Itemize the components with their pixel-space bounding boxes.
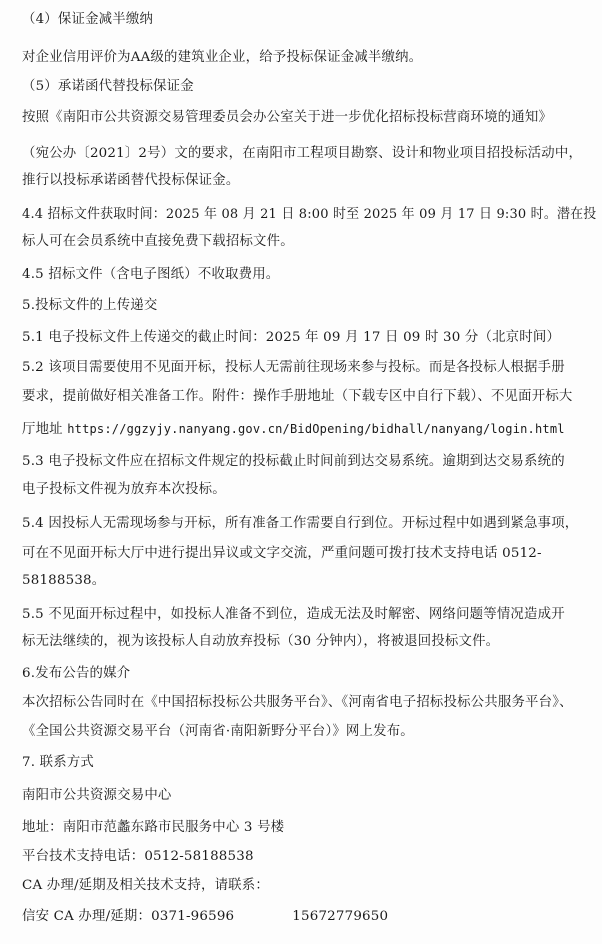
hall-url-link[interactable]: https://ggzyjy.nanyang.gov.cn/BidOpening/bidhall/nanyang/login.html [67,422,565,436]
ca-phone-primary: 信安 CA 办理/延期：0371-96596 [22,909,235,924]
section-heading-deposit-halved: （4）保证金减半缴纳 [22,12,154,27]
paragraph-line: 4.4 招标文件获取时间：2025 年 08 月 21 日 8:00 时至 2025 年 09 月 17 日 9:30 时。潜在投 [22,207,597,222]
contact-ca-note: CA 办理/延期及相关技术支持，请联系： [22,878,269,893]
paragraph-line: 4.5 招标文件（含电子图纸）不收取费用。 [22,267,280,282]
paragraph-line: 按照《南阳市公共资源交易管理委员会办公室关于进一步优化招标投标营商环境的通知》 [22,110,553,125]
paragraph-line: 推行以投标承诺函替代投标保证金。 [22,173,240,188]
paragraph-line: 《全国公共资源交易平台（河南省·南阳新野分平台）》网上发布。 [22,724,414,739]
contact-address: 地址：南阳市范蠡东路市民服务中心 3 号楼 [22,820,285,835]
section-heading-media: 6.发布公告的媒介 [22,666,131,681]
contact-support-phone: 平台技术支持电话：0512-58188538 [22,849,254,864]
paragraph-line: 对企业信用评价为AA级的建筑业企业，给予投标保证金减半缴纳。 [22,50,423,65]
paragraph-line: 5.3 电子投标文件应在招标文件规定的投标截止时间前到达交易系统。逾期到达交易系统的 [22,454,565,469]
hall-address-label: 厅地址 [22,422,68,437]
paragraph-line-with-url [22,419,565,440]
paragraph-line: 电子投标文件视为放弃本次投标。 [22,482,226,497]
paragraph-line: 可在不见面开标大厅中进行提出异议或文字交流，严重问题可拨打技术支持电话 0512- [22,546,542,561]
paragraph-line: 5.1 电子投标文件上传递交的截止时间：2025 年 09 月 17 日 09 时 30 分（北京时间） [22,330,561,345]
contact-organization: 南阳市公共资源交易中心 [22,788,172,803]
paragraph-line: 58188538。 [22,573,106,588]
paragraph-line: 本次招标公告同时在《中国招标投标公共服务平台》、《河南省电子招标投标公共服务平台》、 [22,695,573,710]
paragraph-line: 5.4 因投标人无需现场参与开标，所有准备工作需要自行到位。开标过程中如遇到紧急事项， [22,516,579,531]
ca-phone-secondary: 15672779650 [292,909,389,924]
paragraph-line: （宛公办〔2021〕2号）文的要求，在南阳市工程项目勘察、设计和物业项目招投标活动中， [22,146,583,161]
paragraph-line: 标人可在会员系统中直接免费下载招标文件。 [22,234,294,249]
contact-ca-phones [22,907,388,927]
section-heading-contact: 7. 联系方式 [22,755,94,770]
paragraph-line: 5.2 该项目需要使用不见面开标，投标人无需前往现场来参与投标。而是各投标人根据手册 [22,360,565,375]
section-heading-commitment-letter: （5）承诺函代替投标保证金 [22,79,194,94]
section-heading-bid-upload: 5.投标文件的上传递交 [22,298,158,313]
paragraph-line: 5.5 不见面开标过程中，如投标人准备不到位，造成无法及时解密、网络问题等情况造成开 [22,607,565,622]
paragraph-line: 标无法继续的，视为该投标人自动放弃投标（30 分钟内），将被退回投标文件。 [22,634,500,649]
paragraph-line: 要求，提前做好相关准备工作。附件：操作手册地址（下载专区中自行下载）、不见面开标大 [22,389,573,404]
